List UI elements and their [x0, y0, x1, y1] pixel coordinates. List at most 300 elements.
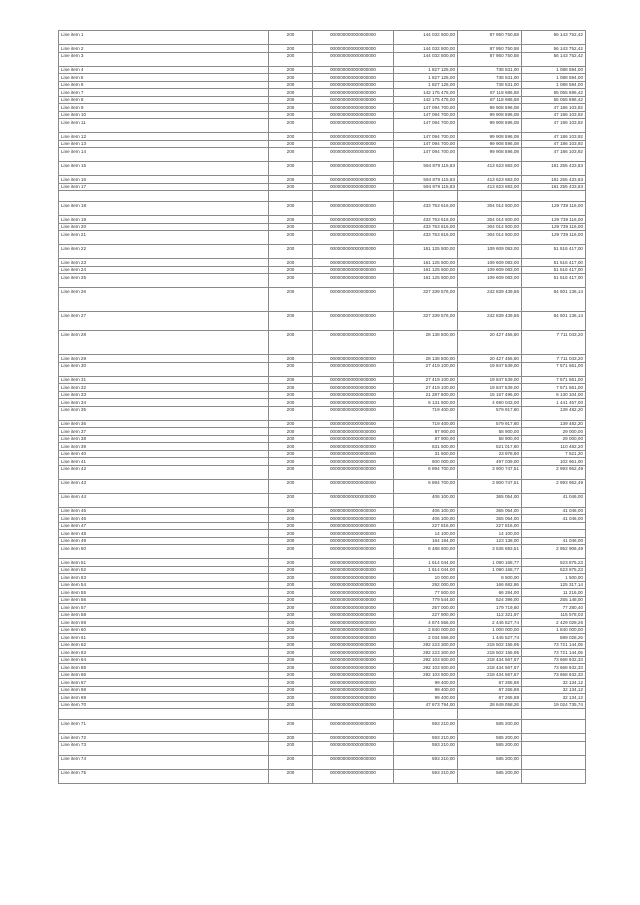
- row-executed-amount: 67 265,88: [458, 686, 522, 694]
- row-code: 200: [269, 274, 313, 288]
- row-classification-code: 000000000000000000: [313, 734, 394, 742]
- row-code: 200: [269, 399, 313, 407]
- row-remaining-amount: 129 739 116,00: [522, 231, 586, 245]
- row-approved-amount: 433 753 616,00: [394, 231, 458, 245]
- row-approved-amount: 6 488 600,00: [394, 545, 458, 559]
- row-classification-code: 000000000000000000: [313, 148, 394, 162]
- row-classification-code: 000000000000000000: [313, 493, 394, 507]
- table-row: [59, 671, 586, 679]
- row-label: Line item 35: [59, 406, 269, 420]
- row-remaining-amount: 181 255 433,83: [522, 176, 586, 184]
- table-row: [59, 664, 586, 672]
- row-executed-amount: 524 396,00: [458, 596, 522, 604]
- row-executed-amount: 109 609 083,00: [458, 259, 522, 267]
- row-executed-amount: 304 014 500,00: [458, 216, 522, 224]
- row-code: 200: [269, 566, 313, 574]
- gap-cell: [458, 191, 522, 202]
- table-row: [59, 231, 586, 245]
- table-row: [59, 259, 586, 267]
- row-remaining-amount: 139 482,20: [522, 406, 586, 420]
- table-row: [59, 515, 586, 523]
- row-approved-amount: 719 400,00: [394, 420, 458, 428]
- row-classification-code: 000000000000000000: [313, 331, 394, 355]
- row-remaining-amount: 1 088 594,00: [522, 81, 586, 89]
- row-executed-amount: 738 531,00: [458, 66, 522, 74]
- row-approved-amount: 406 100,00: [394, 493, 458, 507]
- row-classification-code: 000000000000000000: [313, 266, 394, 274]
- row-label: Line item 60: [59, 626, 269, 634]
- table-row: [59, 162, 586, 176]
- row-remaining-amount: 7 521,20: [522, 450, 586, 458]
- row-classification-code: 000000000000000000: [313, 619, 394, 627]
- row-executed-amount: 166 682,86: [458, 581, 522, 589]
- row-code: 200: [269, 223, 313, 231]
- row-label: Line item 19: [59, 216, 269, 224]
- gap-cell: [59, 191, 269, 202]
- row-remaining-amount: 7 571 561,00: [522, 384, 586, 392]
- row-remaining-amount: 6 130 104,00: [522, 391, 586, 399]
- row-code: 200: [269, 507, 313, 515]
- row-classification-code: 000000000000000000: [313, 216, 394, 224]
- row-executed-amount: 99 908 596,08: [458, 133, 522, 141]
- row-remaining-amount: 1 840 000,00: [522, 626, 586, 634]
- row-label: Line item 46: [59, 515, 269, 523]
- table-row: [59, 589, 586, 597]
- row-approved-amount: 10 000,00: [394, 574, 458, 582]
- row-classification-code: 000000000000000000: [313, 545, 394, 559]
- row-label: Line item 16: [59, 176, 269, 184]
- row-executed-amount: 123 138,00: [458, 537, 522, 545]
- row-label: Line item 41: [59, 458, 269, 466]
- table-row: [59, 266, 586, 274]
- row-code: 200: [269, 45, 313, 53]
- table-row: [59, 74, 586, 82]
- row-approved-amount: 161 125 500,00: [394, 274, 458, 288]
- row-label: Line item 52: [59, 566, 269, 574]
- row-approved-amount: 292 223 300,00: [394, 641, 458, 649]
- row-approved-amount: 4 874 556,00: [394, 619, 458, 627]
- row-executed-amount: 218 434 567,67: [458, 656, 522, 664]
- row-label: Line item 33: [59, 391, 269, 399]
- row-code: 200: [269, 515, 313, 523]
- row-executed-amount: 3 900 747,51: [458, 479, 522, 493]
- row-executed-amount: 3 900 747,51: [458, 465, 522, 479]
- table-row: [59, 428, 586, 436]
- row-classification-code: 000000000000000000: [313, 362, 394, 376]
- row-executed-amount: 242 839 439,86: [458, 312, 522, 331]
- row-classification-code: 000000000000000000: [313, 465, 394, 479]
- row-executed-amount: 585 200,00: [458, 769, 522, 783]
- row-executed-amount: 19 847 539,00: [458, 384, 522, 392]
- row-classification-code: 000000000000000000: [313, 133, 394, 141]
- row-approved-amount: 27 419 100,00: [394, 362, 458, 376]
- row-label: Line item 58: [59, 611, 269, 619]
- row-code: 200: [269, 664, 313, 672]
- row-code: 200: [269, 435, 313, 443]
- row-remaining-amount: 32 134,12: [522, 679, 586, 687]
- row-label: Line item 14: [59, 148, 269, 162]
- row-code: 200: [269, 596, 313, 604]
- row-executed-amount: 87 118 686,58: [458, 96, 522, 104]
- row-approved-amount: 147 094 700,00: [394, 133, 458, 141]
- row-label: Line item 62: [59, 641, 269, 649]
- row-label: Line item 51: [59, 559, 269, 567]
- row-remaining-amount: 84 501 136,14: [522, 288, 586, 312]
- row-classification-code: 000000000000000000: [313, 522, 394, 530]
- table-row: [59, 611, 586, 619]
- row-approved-amount: 1 614 044,00: [394, 559, 458, 567]
- row-classification-code: 000000000000000000: [313, 288, 394, 312]
- row-approved-amount: 292 103 500,00: [394, 656, 458, 664]
- row-label: Line item 44: [59, 493, 269, 507]
- row-label: Line item 28: [59, 331, 269, 355]
- row-approved-amount: 406 100,00: [394, 515, 458, 523]
- row-label: Line item 25: [59, 274, 269, 288]
- row-remaining-amount: 47 186 103,92: [522, 111, 586, 119]
- table-row: [59, 274, 586, 288]
- row-executed-amount: 304 014 500,00: [458, 202, 522, 216]
- section-gap: [59, 191, 586, 202]
- row-classification-code: 000000000000000000: [313, 399, 394, 407]
- row-label: Line item 61: [59, 634, 269, 642]
- row-classification-code: 000000000000000000: [313, 104, 394, 112]
- row-classification-code: 000000000000000000: [313, 259, 394, 267]
- row-code: 200: [269, 589, 313, 597]
- row-code: 200: [269, 679, 313, 687]
- row-remaining-amount: 523 875,23: [522, 566, 586, 574]
- row-label: Line item 56: [59, 596, 269, 604]
- row-executed-amount: 99 908 596,08: [458, 140, 522, 148]
- row-classification-code: 000000000000000000: [313, 581, 394, 589]
- row-label: Line item 55: [59, 589, 269, 597]
- row-label: Line item 70: [59, 701, 269, 709]
- table-row: [59, 406, 586, 420]
- row-label: Line item 53: [59, 574, 269, 582]
- row-label: Line item 7: [59, 89, 269, 97]
- row-approved-amount: 47 673 794,00: [394, 701, 458, 709]
- row-approved-amount: 327 339 576,00: [394, 288, 458, 312]
- row-remaining-amount: 129 739 116,00: [522, 216, 586, 224]
- row-classification-code: 000000000000000000: [313, 507, 394, 515]
- row-classification-code: 000000000000000000: [313, 119, 394, 133]
- row-classification-code: 000000000000000000: [313, 458, 394, 466]
- table-row: [59, 223, 586, 231]
- gap-cell: [313, 191, 394, 202]
- row-label: Line item 2: [59, 45, 269, 53]
- row-label: Line item 5: [59, 74, 269, 82]
- row-code: 200: [269, 574, 313, 582]
- row-label: Line item 23: [59, 259, 269, 267]
- row-approved-amount: 144 032 500,00: [394, 52, 458, 66]
- row-code: 200: [269, 89, 313, 97]
- row-approved-amount: 28 138 500,00: [394, 355, 458, 363]
- row-remaining-amount: 7 571 561,00: [522, 362, 586, 376]
- row-approved-amount: 6 894 700,00: [394, 479, 458, 493]
- row-executed-amount: 585 200,00: [458, 734, 522, 742]
- table-row: [59, 140, 586, 148]
- row-executed-amount: 1 090 168,77: [458, 566, 522, 574]
- report-sheet: [58, 30, 585, 784]
- row-label: Line item 11: [59, 119, 269, 133]
- row-code: 200: [269, 649, 313, 657]
- row-classification-code: 000000000000000000: [313, 406, 394, 420]
- row-remaining-amount: 41 046,00: [522, 537, 586, 545]
- table-row: [59, 66, 586, 74]
- row-approved-amount: 292 103 500,00: [394, 664, 458, 672]
- table-row: [59, 649, 586, 657]
- row-label: Line item 59: [59, 619, 269, 627]
- row-label: Line item 65: [59, 664, 269, 672]
- row-remaining-amount: 51 516 417,00: [522, 259, 586, 267]
- row-label: Line item 63: [59, 649, 269, 657]
- row-approved-amount: 1 614 044,00: [394, 566, 458, 574]
- row-code: 200: [269, 31, 313, 45]
- row-label: Line item 24: [59, 266, 269, 274]
- row-remaining-amount: 129 739 116,00: [522, 202, 586, 216]
- row-approved-amount: 600 000,00: [394, 458, 458, 466]
- row-remaining-amount: 7 711 043,20: [522, 355, 586, 363]
- row-classification-code: 000000000000000000: [313, 176, 394, 184]
- table-row: [59, 399, 586, 407]
- row-executed-amount: 99 908 596,08: [458, 104, 522, 112]
- row-classification-code: 000000000000000000: [313, 755, 394, 769]
- row-executed-amount: 304 014 500,00: [458, 231, 522, 245]
- row-remaining-amount: 41 046,00: [522, 515, 586, 523]
- row-remaining-amount: 1 441 457,00: [522, 399, 586, 407]
- row-executed-amount: 304 014 500,00: [458, 223, 522, 231]
- row-approved-amount: 593 210,00: [394, 769, 458, 783]
- table-row: [59, 183, 586, 191]
- row-remaining-amount: 125 317,14: [522, 581, 586, 589]
- row-approved-amount: 28 138 500,00: [394, 331, 458, 355]
- table-row: [59, 720, 586, 734]
- row-classification-code: 000000000000000000: [313, 686, 394, 694]
- table-row: [59, 755, 586, 769]
- section-gap: [59, 709, 586, 720]
- row-approved-amount: 1 827 125,00: [394, 66, 458, 74]
- row-executed-amount: 19 847 539,00: [458, 362, 522, 376]
- row-approved-amount: 147 094 700,00: [394, 148, 458, 162]
- row-label: Line item 4: [59, 66, 269, 74]
- table-row: [59, 45, 586, 53]
- row-remaining-amount: 1 088 594,00: [522, 66, 586, 74]
- row-approved-amount: 147 094 700,00: [394, 119, 458, 133]
- row-label: Line item 29: [59, 355, 269, 363]
- row-executed-amount: 218 502 155,95: [458, 641, 522, 649]
- row-code: 200: [269, 216, 313, 224]
- table-row: [59, 507, 586, 515]
- row-code: 200: [269, 581, 313, 589]
- row-approved-amount: 594 879 115,83: [394, 183, 458, 191]
- row-executed-amount: 585 200,00: [458, 720, 522, 734]
- row-approved-amount: 161 125 500,00: [394, 266, 458, 274]
- row-remaining-amount: 102 961,00: [522, 458, 586, 466]
- row-executed-amount: 8 500,00: [458, 574, 522, 582]
- row-approved-amount: 257 000,00: [394, 604, 458, 612]
- table-row: [59, 111, 586, 119]
- row-remaining-amount: 55 055 686,42: [522, 96, 586, 104]
- row-label: Line item 26: [59, 288, 269, 312]
- row-code: 200: [269, 626, 313, 634]
- row-remaining-amount: [522, 769, 586, 783]
- row-approved-amount: 164 184,00: [394, 537, 458, 545]
- row-label: Line item 64: [59, 656, 269, 664]
- row-code: 200: [269, 266, 313, 274]
- row-remaining-amount: 73 721 144,05: [522, 649, 586, 657]
- row-executed-amount: 112 321,97: [458, 611, 522, 619]
- row-label: Line item 73: [59, 741, 269, 755]
- row-approved-amount: 147 094 700,00: [394, 111, 458, 119]
- row-executed-amount: 1 000 000,00: [458, 626, 522, 634]
- row-executed-amount: 20 427 456,80: [458, 331, 522, 355]
- table-row: [59, 734, 586, 742]
- row-label: Line item 38: [59, 435, 269, 443]
- row-code: 200: [269, 52, 313, 66]
- row-label: Line item 32: [59, 384, 269, 392]
- row-code: 200: [269, 176, 313, 184]
- row-remaining-amount: 56 143 752,42: [522, 45, 586, 53]
- row-classification-code: 000000000000000000: [313, 694, 394, 702]
- table-row: [59, 245, 586, 259]
- row-executed-amount: 58 900,00: [458, 428, 522, 436]
- row-code: 200: [269, 140, 313, 148]
- table-row: [59, 81, 586, 89]
- row-label: Line item 49: [59, 537, 269, 545]
- row-remaining-amount: 7 711 043,20: [522, 331, 586, 355]
- row-code: 200: [269, 619, 313, 627]
- table-row: [59, 530, 586, 538]
- row-remaining-amount: 7 571 561,00: [522, 376, 586, 384]
- row-label: Line item 27: [59, 312, 269, 331]
- row-approved-amount: 227 900,00: [394, 611, 458, 619]
- row-label: Line item 68: [59, 686, 269, 694]
- gap-cell: [458, 709, 522, 720]
- row-approved-amount: 147 094 700,00: [394, 140, 458, 148]
- row-classification-code: 000000000000000000: [313, 679, 394, 687]
- row-code: 200: [269, 479, 313, 493]
- row-code: 200: [269, 384, 313, 392]
- row-classification-code: 000000000000000000: [313, 162, 394, 176]
- row-label: Line item 39: [59, 443, 269, 451]
- row-code: 200: [269, 559, 313, 567]
- row-executed-amount: 87 950 750,58: [458, 31, 522, 45]
- row-code: 200: [269, 428, 313, 436]
- table-row: [59, 376, 586, 384]
- row-remaining-amount: 41 046,00: [522, 493, 586, 507]
- row-code: 200: [269, 720, 313, 734]
- row-remaining-amount: 32 134,12: [522, 686, 586, 694]
- row-approved-amount: 2 840 000,00: [394, 626, 458, 634]
- row-remaining-amount: 2 952 906,49: [522, 545, 586, 559]
- row-code: 200: [269, 493, 313, 507]
- row-approved-amount: 87 900,00: [394, 428, 458, 436]
- row-classification-code: 000000000000000000: [313, 81, 394, 89]
- row-executed-amount: 585 200,00: [458, 741, 522, 755]
- row-remaining-amount: [522, 755, 586, 769]
- row-code: 200: [269, 755, 313, 769]
- row-executed-amount: 179 719,60: [458, 604, 522, 612]
- row-classification-code: 000000000000000000: [313, 45, 394, 53]
- row-remaining-amount: 19 024 735,74: [522, 701, 586, 709]
- table-row: [59, 465, 586, 479]
- table-row: [59, 634, 586, 642]
- row-remaining-amount: 29 000,00: [522, 428, 586, 436]
- table-row: [59, 769, 586, 783]
- table-row: [59, 176, 586, 184]
- row-code: 200: [269, 671, 313, 679]
- gap-cell: [313, 709, 394, 720]
- row-approved-amount: 6 894 700,00: [394, 465, 458, 479]
- row-executed-amount: 109 609 083,00: [458, 266, 522, 274]
- row-executed-amount: 28 649 058,26: [458, 701, 522, 709]
- row-classification-code: 000000000000000000: [313, 641, 394, 649]
- row-classification-code: 000000000000000000: [313, 701, 394, 709]
- row-classification-code: 000000000000000000: [313, 574, 394, 582]
- row-approved-amount: 292 223 300,00: [394, 649, 458, 657]
- row-remaining-amount: 56 143 752,42: [522, 31, 586, 45]
- gap-cell: [522, 709, 586, 720]
- table-row: [59, 148, 586, 162]
- row-code: 200: [269, 769, 313, 783]
- row-label: Line item 42: [59, 465, 269, 479]
- row-executed-amount: 521 017,80: [458, 443, 522, 451]
- table-row: [59, 435, 586, 443]
- row-approved-amount: 327 339 576,00: [394, 312, 458, 331]
- row-label: Line item 74: [59, 755, 269, 769]
- row-executed-amount: 15 157 496,00: [458, 391, 522, 399]
- row-classification-code: 000000000000000000: [313, 634, 394, 642]
- gap-cell: [59, 709, 269, 720]
- row-executed-amount: 585 200,00: [458, 755, 522, 769]
- row-code: 200: [269, 694, 313, 702]
- row-code: 200: [269, 119, 313, 133]
- row-classification-code: 000000000000000000: [313, 443, 394, 451]
- row-executed-amount: 66 284,00: [458, 589, 522, 597]
- table-row: [59, 202, 586, 216]
- row-code: 200: [269, 202, 313, 216]
- row-approved-amount: 406 100,00: [394, 507, 458, 515]
- table-row: [59, 741, 586, 755]
- row-executed-amount: 579 917,80: [458, 420, 522, 428]
- row-approved-amount: 99 400,00: [394, 694, 458, 702]
- row-executed-amount: 109 609 083,00: [458, 245, 522, 259]
- row-approved-amount: 433 753 616,00: [394, 202, 458, 216]
- row-executed-amount: 99 908 596,08: [458, 148, 522, 162]
- row-code: 200: [269, 465, 313, 479]
- row-executed-amount: 4 690 043,00: [458, 399, 522, 407]
- row-approved-amount: 144 032 500,00: [394, 31, 458, 45]
- row-executed-amount: 218 434 567,67: [458, 664, 522, 672]
- row-approved-amount: 594 879 115,83: [394, 176, 458, 184]
- row-approved-amount: 433 753 616,00: [394, 223, 458, 231]
- row-classification-code: 000000000000000000: [313, 720, 394, 734]
- row-remaining-amount: 255 148,00: [522, 596, 586, 604]
- row-code: 200: [269, 162, 313, 176]
- row-code: 200: [269, 450, 313, 458]
- row-code: 200: [269, 458, 313, 466]
- row-remaining-amount: 47 186 103,92: [522, 119, 586, 133]
- row-code: 200: [269, 245, 313, 259]
- row-label: Line item 57: [59, 604, 269, 612]
- table-row: [59, 581, 586, 589]
- row-classification-code: 000000000000000000: [313, 140, 394, 148]
- row-executed-amount: 218 434 567,67: [458, 671, 522, 679]
- row-remaining-amount: 32 134,12: [522, 694, 586, 702]
- row-code: 200: [269, 312, 313, 331]
- row-classification-code: 000000000000000000: [313, 183, 394, 191]
- row-approved-amount: 719 400,00: [394, 406, 458, 420]
- row-approved-amount: 1 827 125,00: [394, 74, 458, 82]
